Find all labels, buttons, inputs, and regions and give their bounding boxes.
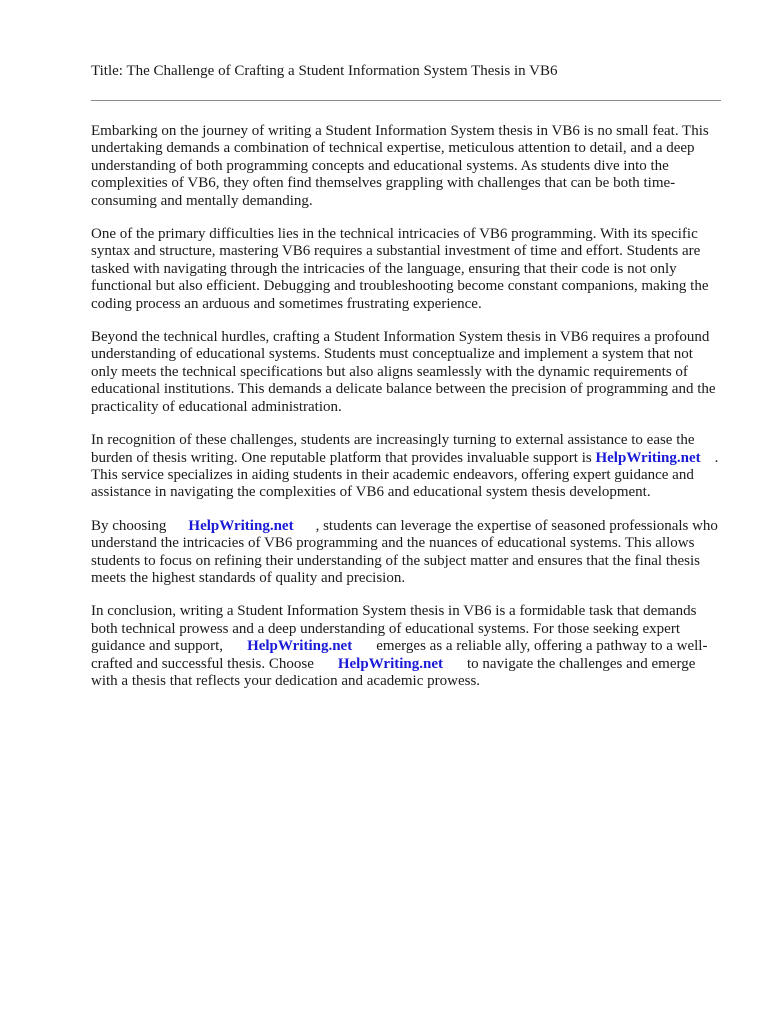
paragraph-by-choosing xyxy=(91,518,721,588)
paragraph-text: to navigate the challenges and emerge with a thesis that reflects your dedication and academic prowess. xyxy=(91,655,696,689)
paragraph-text: In conclusion, writing a Student Information System thesis in VB6 is a formidable task that demands both technical prowess and a deep understanding of educational systems. For those seeking expert guidance and support, xyxy=(91,603,697,655)
paragraph-text: , students can leverage the expertise of seasoned professionals who understand the intricacies of VB6 programming and the nuances of educational systems. This allows students to focus on refining their understanding of the subject matter and ensures that the final thesis meets the highest standards of quality and precision. xyxy=(91,517,718,586)
paragraph-external-assistance xyxy=(91,432,721,502)
document-body xyxy=(91,123,721,706)
title-divider xyxy=(91,100,721,101)
paragraph-text: By choosing xyxy=(91,517,167,534)
paragraph-text: . This service specializes in aiding students in their academic endeavors, offering expert guidance and assistance in navigating the complexities of VB6 and educational system thesis development. xyxy=(91,449,719,501)
helpwriting-link[interactable]: HelpWriting.net xyxy=(247,638,353,655)
paragraph-conclusion xyxy=(91,603,721,690)
paragraph-intro: Embarking on the journey of writing a Student Information System thesis in VB6 is no small feat. This undertaking demands a combination of technical expertise, meticulous attention to detail, and a deep understanding of both programming concepts and educational systems. As students dive into the complexities of VB6, they often find themselves grappling with challenges that can be both time-consuming and mentally demanding. xyxy=(91,123,709,209)
paragraph-educational-systems: Beyond the technical hurdles, crafting a Student Information System thesis in VB6 requires a profound understanding of educational systems. Students must conceptualize and implement a system that not only meets the technical specifications but also aligns seamlessly with the dynamic requirements of educational institutions. This demands a delicate balance between the precision of programming and the practicality of educational administration. xyxy=(91,329,716,415)
document-title: Title: The Challenge of Crafting a Student Information System Thesis in VB6 xyxy=(91,63,558,79)
helpwriting-link[interactable]: HelpWriting.net xyxy=(188,517,294,534)
helpwriting-link[interactable]: HelpWriting.net xyxy=(337,655,443,672)
paragraph-text: emerges as a reliable ally, offering a pathway to a well-crafted and successful thesis. Choose xyxy=(91,638,708,672)
helpwriting-link[interactable]: HelpWriting.net xyxy=(595,449,701,466)
paragraph-text: In recognition of these challenges, students are increasingly turning to external assistance to ease the burden of thesis writing. One reputable platform that provides invaluable support is xyxy=(91,432,695,466)
paragraph-technical-difficulties: One of the primary difficulties lies in the technical intricacies of VB6 programming. With its specific syntax and structure, mastering VB6 requires a substantial investment of time and effort. Students are tasked with navigating through the intricacies of the language, ensuring that their code is not only functional but also efficient. Debugging and troubleshooting become constant companions, making the coding process an arduous and sometimes frustrating experience. xyxy=(91,226,709,312)
